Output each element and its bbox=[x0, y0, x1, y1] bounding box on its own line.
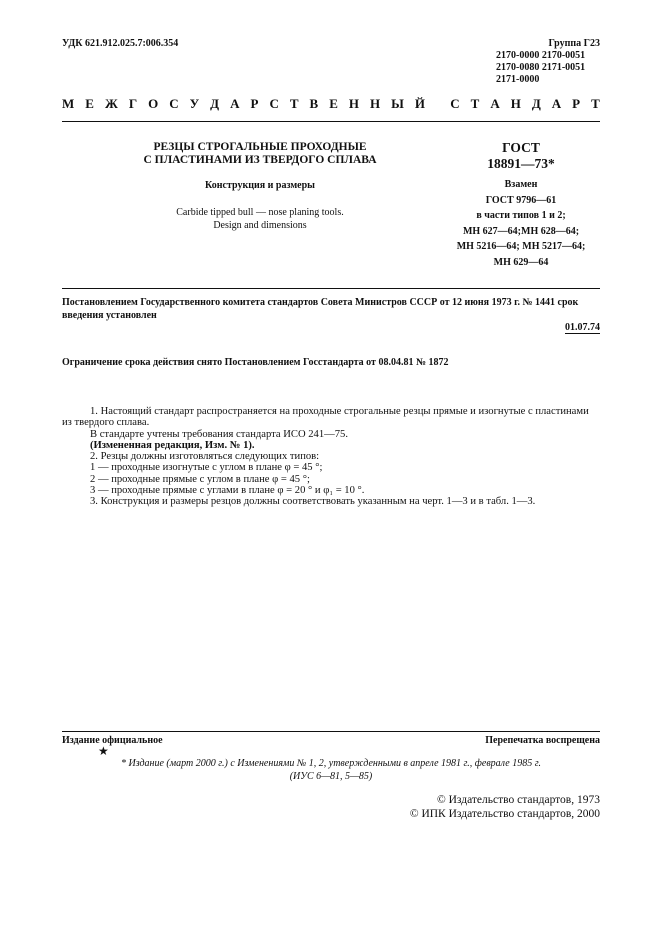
reprint-prohibited-label: Перепечатка воспрещена bbox=[485, 735, 600, 746]
banner-letter: Т bbox=[289, 96, 299, 111]
paragraph: 2. Резцы должны изготовляться следующих типов: bbox=[90, 451, 320, 463]
document-title bbox=[120, 141, 400, 167]
banner-letter: Е bbox=[85, 96, 94, 111]
type-item: 2 — проходные прямые с углом в плане φ = 45 °; bbox=[90, 473, 310, 485]
decree-text: Постановлением Государственного комитета стандартов Совета Министров СССР от 12 июня 1973 г. № 1441 срок введения установлен bbox=[62, 297, 579, 321]
group-title: Группа Г23 bbox=[548, 38, 600, 49]
udk-code: УДК 621.912.025.7:006.354 bbox=[62, 38, 179, 49]
star-icon: ★ bbox=[98, 744, 109, 758]
banner-letter: Т bbox=[470, 96, 480, 111]
replaces-item: МН 5216—64; МН 5217—64; bbox=[456, 241, 586, 252]
title-line: С ПЛАСТИНАМИ ИЗ ТВЕРДОГО СПЛАВА bbox=[143, 154, 377, 166]
banner-letter: Н bbox=[369, 96, 381, 111]
banner-letter: А bbox=[230, 96, 240, 111]
banner-letter: Р bbox=[572, 96, 581, 111]
banner-gap bbox=[436, 96, 439, 112]
copyright-line: © Издательство стандартов, 1973 bbox=[436, 794, 600, 806]
limit-removed-text: Ограничение срока действия снято Постановлением Госстандарта от 08.04.81 № 1872 bbox=[62, 357, 449, 368]
banner-letter: А bbox=[551, 96, 562, 111]
replaces-item: МН 629—64 bbox=[493, 256, 549, 268]
top-rule bbox=[62, 121, 600, 122]
banner-letter: Д bbox=[531, 96, 541, 111]
paragraph: 3. Конструкция и размеры резцов должны соответствовать указанным на черт. 1—3 и в табл. 1—3. bbox=[90, 496, 536, 508]
official-edition-label: Издание официальное bbox=[62, 735, 163, 746]
okp-code-line: 2171-0000 bbox=[496, 74, 540, 85]
banner-letter: У bbox=[189, 96, 200, 111]
banner-letter: С bbox=[450, 96, 460, 111]
banner-letter: А bbox=[490, 96, 500, 111]
banner-letter: С bbox=[269, 96, 279, 111]
banner-letter: Р bbox=[250, 96, 259, 111]
effective-date bbox=[540, 322, 600, 333]
banner-letter: С bbox=[169, 96, 179, 111]
effective-date-value: 01.07.74 bbox=[565, 322, 600, 333]
decree-rule bbox=[62, 288, 600, 289]
gost-label: ГОСТ bbox=[502, 140, 540, 155]
document-subtitle: Конструкция и размеры bbox=[205, 180, 315, 191]
type-item: 3 — проходные прямые с углами в плане φ = 20 ° и φ₁ = 10 °. bbox=[90, 485, 365, 497]
standard-banner bbox=[62, 96, 600, 112]
banner-letter: Г bbox=[128, 96, 138, 111]
replaces-item: в части типов 1 и 2; bbox=[476, 210, 566, 221]
paragraph: В стандарте учтены требования стандарта ИСО 241—75. bbox=[90, 428, 348, 440]
edition-note-line: (ИУС 6—81, 5—85) bbox=[289, 771, 373, 782]
copyright-block bbox=[380, 794, 600, 821]
banner-letter: Н bbox=[510, 96, 521, 111]
body-text bbox=[62, 406, 600, 508]
english-title bbox=[120, 206, 400, 232]
english-title-line: Carbide tipped bull — nose planing tools. bbox=[176, 207, 344, 218]
copyright-line: © ИПК Издательство стандартов, 2000 bbox=[409, 807, 600, 820]
title-line: РЕЗЦЫ СТРОГАЛЬНЫЕ ПРОХОДНЫЕ bbox=[153, 141, 367, 153]
group-block bbox=[496, 38, 600, 86]
english-title-line: Design and dimensions bbox=[213, 220, 307, 231]
banner-letter: В bbox=[309, 96, 319, 111]
type-item: 1 — проходные изогнутые с углом в плане φ = 45 °; bbox=[90, 462, 323, 474]
amendment-note: (Измененная редакция, Изм. № 1). bbox=[90, 439, 255, 451]
okp-code-line: 2170-0080 2171-0051 bbox=[496, 62, 586, 73]
banner-letter: Ж bbox=[104, 96, 118, 111]
banner-letter: Ы bbox=[391, 96, 404, 111]
banner-letter: Н bbox=[348, 96, 359, 111]
banner-letter: Д bbox=[210, 96, 220, 111]
banner-letter: М bbox=[62, 96, 75, 111]
replaces-item: ГОСТ 9796—61 bbox=[485, 194, 557, 206]
footer-rule bbox=[62, 731, 600, 732]
gost-number: 18891—73* bbox=[487, 156, 555, 171]
banner-letter: Е bbox=[329, 96, 338, 111]
edition-note-line: * Издание (март 2000 г.) с Изменениями № 1, 2, утвержденными в апреле 1981 г., феврале 1985 г. bbox=[120, 758, 542, 769]
banner-letter: Т bbox=[591, 96, 600, 111]
gost-block bbox=[440, 140, 602, 270]
banner-letter: О bbox=[148, 96, 159, 111]
paragraph: 1. Настоящий стандарт распространяется на проходные строгальные резцы прямые и изогнутые с пластинами из твердого сплава. bbox=[62, 406, 589, 429]
edition-note bbox=[62, 757, 600, 783]
replaces-item: МН 627—64;МН 628—64; bbox=[462, 225, 580, 237]
replaces-label: Взамен bbox=[504, 179, 538, 190]
okp-code-line: 2170-0000 2170-0051 bbox=[496, 50, 586, 61]
banner-letter: Й bbox=[414, 96, 425, 111]
